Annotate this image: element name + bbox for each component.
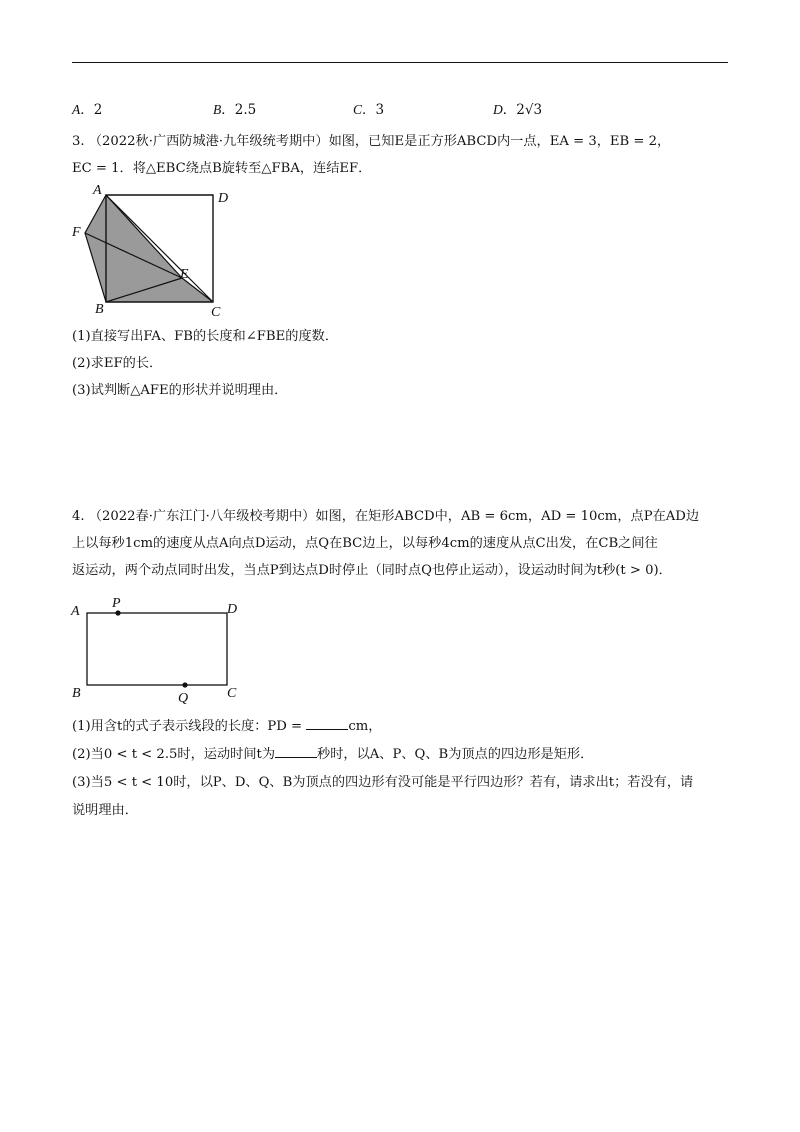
- answer-blank-t[interactable]: [275, 745, 317, 758]
- label-b: B: [95, 302, 104, 317]
- point-q: [182, 682, 187, 687]
- q3-stem-2: EC = 1．将△EBC绕点B旋转至△FBA，连结EF．: [72, 161, 372, 176]
- option-c: C．3: [353, 102, 385, 118]
- q3-sub2: (2)求EF的长．: [72, 356, 163, 371]
- label-f: F: [72, 225, 81, 240]
- q3-number: 3.: [72, 134, 85, 149]
- label-c: C: [211, 305, 221, 320]
- point-p: [115, 610, 120, 615]
- q3-sub1: (1)直接写出FA、FB的长度和∠FBE的度数．: [72, 329, 339, 344]
- q4-sub2: (2)当0 < t < 2.5时，运动时间t为 秒时，以A、P、Q、B为顶点的四边形是矩形．: [72, 747, 594, 762]
- header-rule: [72, 62, 728, 63]
- q4-stem-1: 如图，在矩形ABCD中，AB = 6cm，AD = 10cm，点P在AD边: [315, 509, 700, 524]
- q4-number: 4.: [72, 509, 85, 524]
- label-a: A: [93, 183, 102, 198]
- label-c: C: [227, 686, 237, 701]
- q3-sub3: (3)试判断△AFE的形状并说明理由．: [72, 383, 288, 398]
- label-e: E: [180, 267, 189, 282]
- label-q: Q: [178, 691, 189, 706]
- label-d: D: [227, 602, 238, 617]
- q4-stem-3: 返运动，两个动点同时出发，当点P到达点D时停止（同时点Q也停止运动），设运动时间为t秒(t > 0)．: [72, 563, 672, 578]
- q3-stem-1: 如图，已知E是正方形ABCD内一点，EA = 3，EB = 2，: [328, 134, 671, 149]
- q3-square-figure: [70, 180, 240, 320]
- q3-source: （2022秋·广西防城港·九年级统考期中）: [88, 134, 329, 149]
- label-d: D: [218, 191, 229, 206]
- label-p: P: [112, 596, 121, 611]
- option-a: A．2: [72, 102, 103, 118]
- q3-stem-line-1: [72, 133, 670, 151]
- q4-sub1: (1)用含t的式子表示线段的长度：PD = cm，: [72, 719, 382, 734]
- q4-stem-line-1: [72, 508, 699, 526]
- rectangle-abcd: [87, 613, 227, 685]
- q4-sub3-line-2: 说明理由．: [72, 803, 138, 818]
- option-d: D．2√3: [493, 102, 543, 118]
- label-a: A: [71, 604, 80, 619]
- q4-sub3-line-1: (3)当5 < t < 10时，以P、D、Q、B为顶点的四边形有没可能是平行四边形？若有，请求出t；若没有，请: [72, 775, 694, 790]
- answer-blank-pd[interactable]: [306, 717, 348, 730]
- option-b: B．2.5: [213, 102, 257, 118]
- label-b: B: [72, 686, 81, 701]
- q4-rectangle-figure: [70, 592, 250, 704]
- q4-source: （2022春·广东江门·八年级校考期中）: [88, 509, 316, 524]
- q4-stem-2: 上以每秒1cm的速度从点A向点D运动，点Q在BC边上，以每秒4cm的速度从点C出发，在CB之间往: [72, 536, 658, 551]
